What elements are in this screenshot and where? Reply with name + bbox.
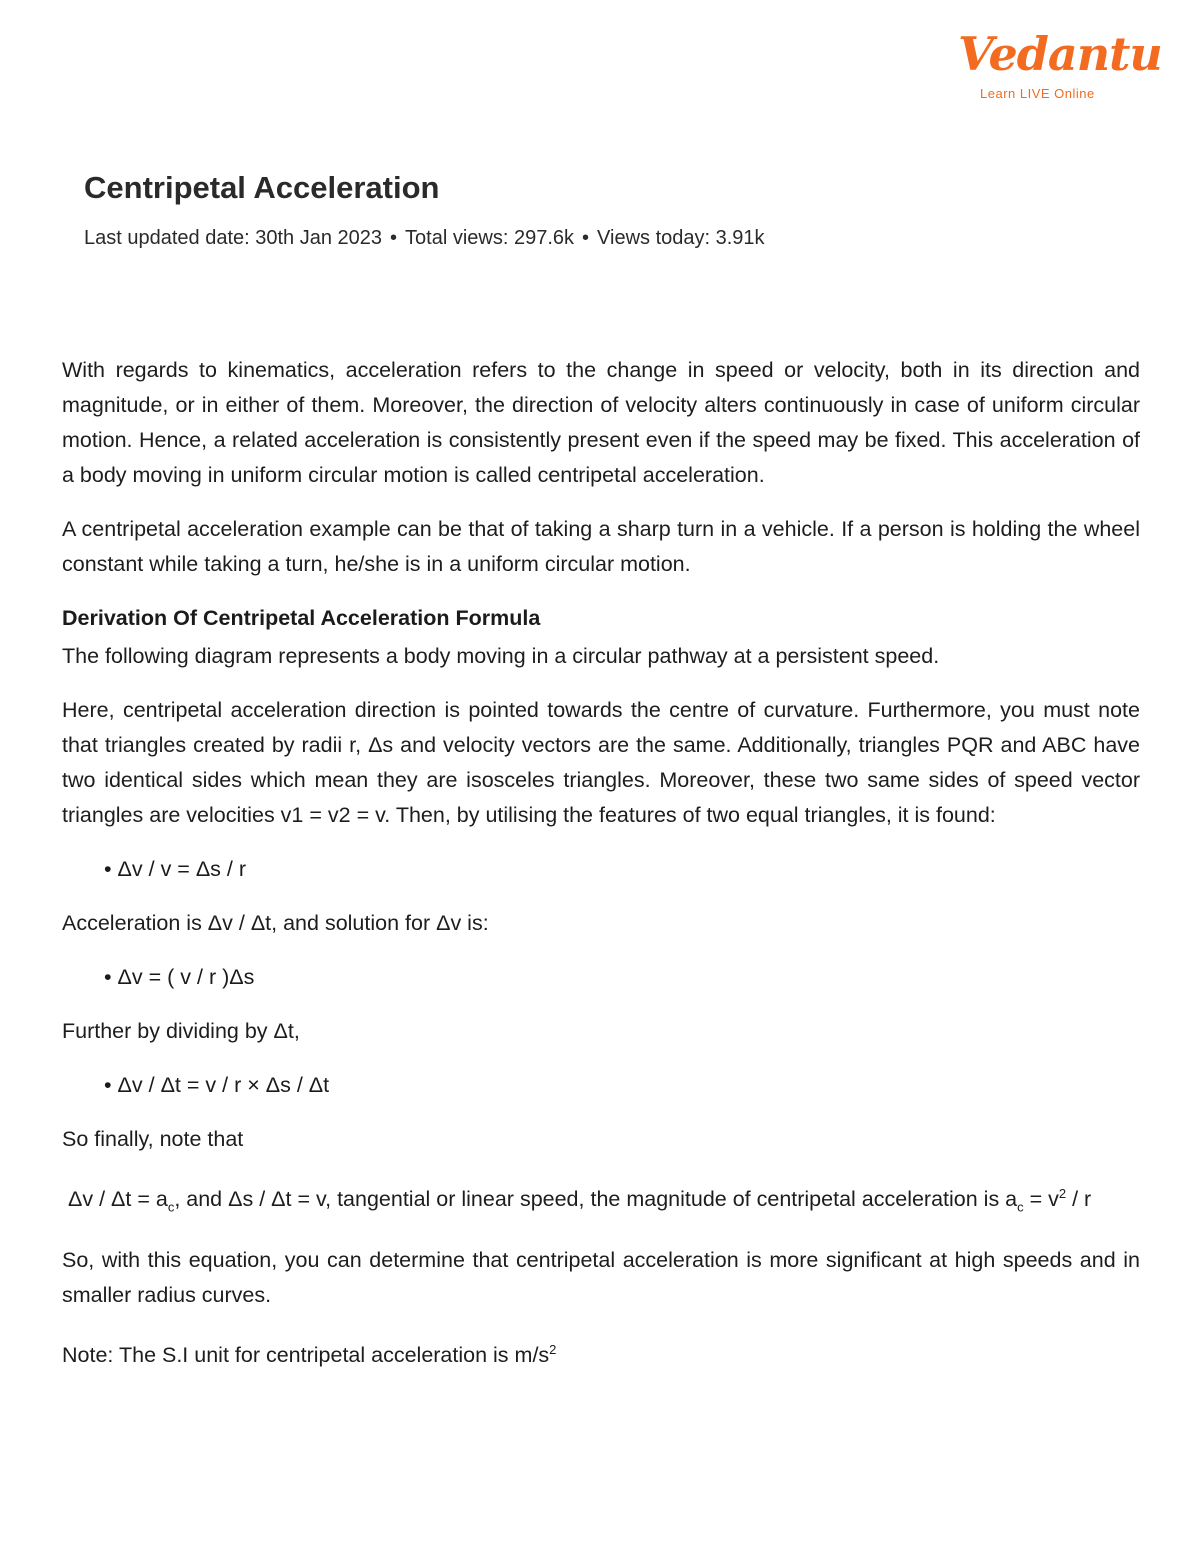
- equation-text: Δv / Δt = v / r × Δs / Δt: [117, 1073, 330, 1097]
- equation-text: Δv / v = Δs / r: [117, 857, 247, 881]
- logo-tagline: Learn LIVE Online: [980, 86, 1095, 101]
- views-today: Views today: 3.91k: [597, 227, 765, 249]
- result-part: / r: [1066, 1187, 1092, 1212]
- vedantu-logo[interactable]: [958, 26, 1162, 108]
- logo-wordmark: Vedantu: [958, 27, 1162, 81]
- paragraph-finally: So finally, note that: [62, 1127, 244, 1151]
- paragraph-result: [62, 1176, 1140, 1224]
- result-part: Δv / Δt = a: [67, 1187, 168, 1212]
- last-updated: Last updated date: 30th Jan 2023: [84, 227, 383, 249]
- paragraph-diagram: The following diagram represents a body moving in a circular pathway at a persistent speed.: [62, 644, 940, 668]
- total-views: Total views: 297.6k: [405, 227, 575, 249]
- article-meta: [84, 224, 1124, 252]
- paragraph-acceleration: Acceleration is Δv / Δt, and solution for Δv is:: [62, 911, 489, 935]
- superscript: 2: [1058, 1186, 1067, 1201]
- bullet: •: [104, 965, 112, 989]
- result-part: = v: [1023, 1187, 1059, 1212]
- note: [62, 1332, 1140, 1373]
- paragraph-conclusion: So, with this equation, you can determine that centripetal acceleration is more significant at high speeds and in smaller radius curves.: [62, 1248, 1140, 1308]
- equation-3: [104, 1068, 1140, 1103]
- paragraph-explanation: Here, centripetal acceleration direction is pointed towards the centre of curvature. Furthermore, you must note that triangles created by radii r, Δs and velocity vectors are the same. Additionally, triangles PQR and ABC have two identical sides which mean they are isosceles triangles. Moreover, these two same sides of speed vector triangles are velocities v1 = v2 = v. Then, by utilising the features of two equal triangles, it is found:: [62, 698, 1140, 827]
- bullet: •: [104, 1073, 112, 1097]
- page-title: Centripetal Acceleration: [84, 170, 440, 205]
- result-part: , and Δs / Δt = v, tangential or linear speed, the magnitude of centripetal acceleration is a: [174, 1187, 1018, 1212]
- note-text: Note: The S.I unit for centripetal acceleration is m/s: [62, 1343, 550, 1368]
- meta-separator: •: [390, 227, 398, 249]
- article-body: [62, 353, 1140, 1393]
- paragraph-example: A centripetal acceleration example can be that of taking a sharp turn in a vehicle. If a person is holding the wheel constant while taking a turn, he/she is in a uniform circular motion.: [62, 517, 1140, 576]
- equation-2: [104, 960, 1140, 995]
- paragraph-dividing: Further by dividing by Δt,: [62, 1019, 300, 1043]
- meta-separator: •: [582, 227, 590, 249]
- equation-text: Δv = ( v / r )Δs: [117, 965, 255, 989]
- paragraph-intro: With regards to kinematics, acceleration refers to the change in speed or velocity, both in its direction and magnitude, or in either of them. Moreover, the direction of velocity alters continuously in case of uniform circular motion. Hence, a related acceleration is consistently present even if the speed may be fixed. This acceleration of a body moving in uniform circular motion is called centripetal acceleration.: [62, 358, 1140, 487]
- subscript: c: [167, 1199, 175, 1215]
- superscript: 2: [549, 1342, 557, 1358]
- bullet: •: [104, 857, 112, 881]
- subscript: c: [1017, 1199, 1024, 1215]
- section-heading: Derivation Of Centripetal Acceleration Formula: [62, 606, 541, 630]
- article-header: [84, 166, 1124, 252]
- equation-1: [104, 852, 1140, 887]
